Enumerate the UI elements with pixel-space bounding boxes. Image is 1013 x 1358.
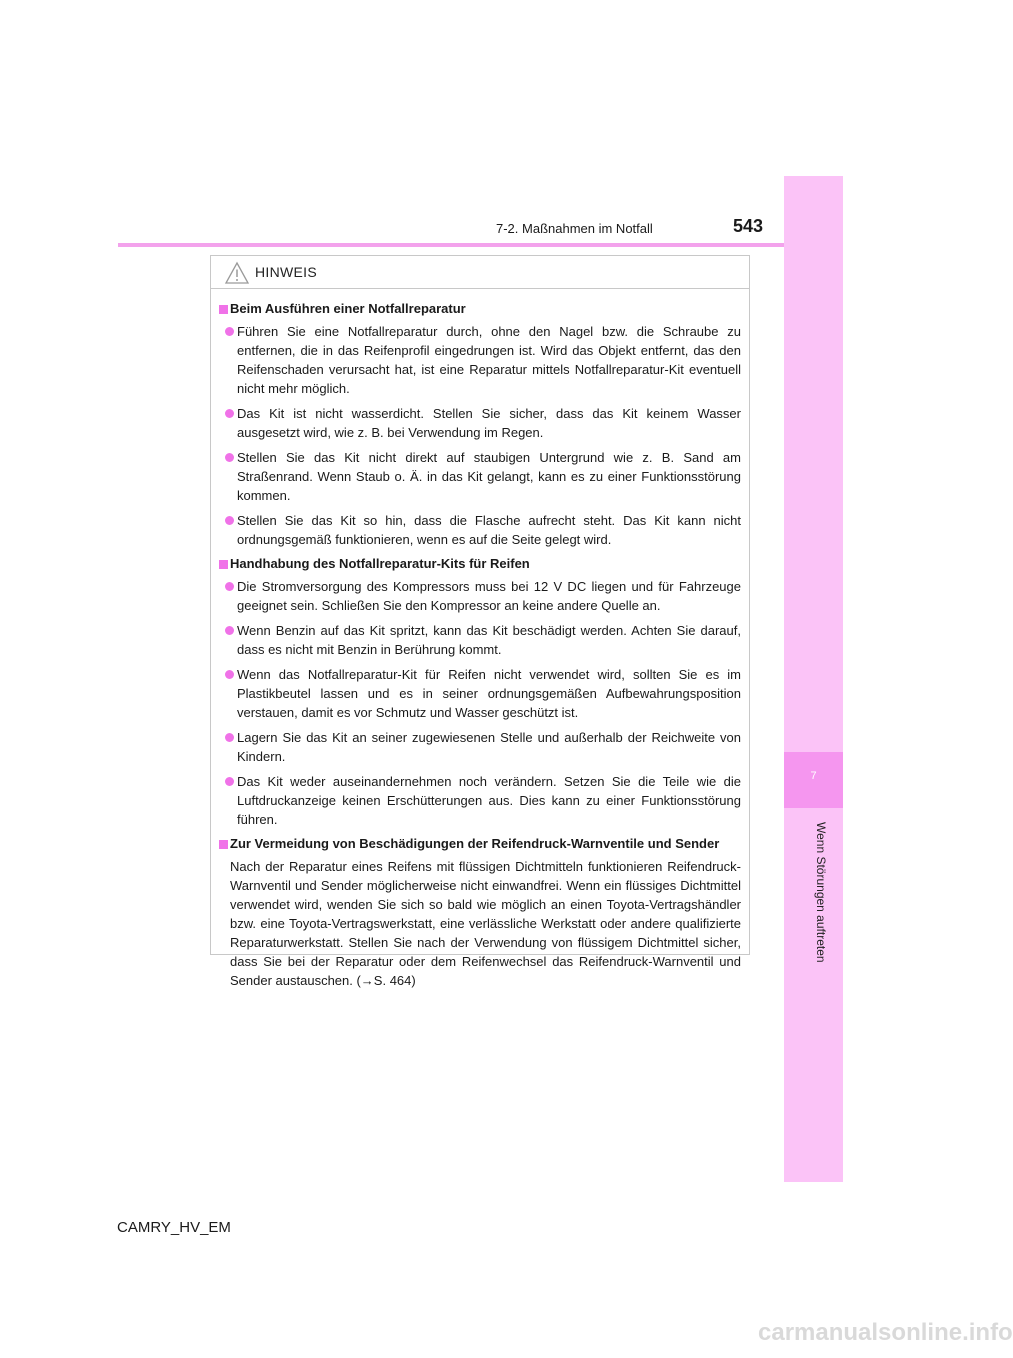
list-item-text: Das Kit ist nicht wasserdicht. Stellen Sie sicher, dass das Kit keinem Wasser ausgesetzt wird, wie z. B. bei Verwendung im Regen.: [237, 406, 741, 440]
bullet-dot-icon: [225, 777, 234, 786]
section-heading-text: Handhabung des Notfallreparatur-Kits für Reifen: [230, 556, 530, 571]
notice-title: HINWEIS: [255, 264, 317, 280]
square-bullet-icon: [219, 840, 228, 849]
list-item: [219, 448, 741, 505]
page-number: 543: [733, 216, 764, 236]
bullet-dot-icon: [225, 582, 234, 591]
list-item: [219, 772, 741, 829]
header-section-title: 7-2. Maßnahmen im Notfall: [496, 221, 653, 236]
chapter-number: 7: [810, 770, 817, 782]
bullet-dot-icon: [225, 670, 234, 679]
list-item-text: Wenn Benzin auf das Kit spritzt, kann das Kit beschädigt werden. Achten Sie darauf, dass es nicht mit Benzin in Berührung kommt.: [237, 623, 741, 657]
model-code: CAMRY_HV_EM: [117, 1219, 231, 1236]
bullet-dot-icon: [225, 626, 234, 635]
list-item-text: Wenn das Notfallreparatur-Kit für Reifen nicht verwendet wird, sollten Sie es im Plastikbeutel lassen und es in seiner ordnungsgemäßen Aufbewahrungsposition verstauen, damit es vor Schmutz und Wasser geschützt ist.: [237, 667, 741, 720]
list-item-text: Die Stromversorgung des Kompressors muss bei 12 V DC liegen und für Fahrzeuge geeignet sein. Schließen Sie den Kompressor an keine andere Quelle an.: [237, 579, 741, 613]
warning-triangle-icon: [225, 262, 249, 284]
section-heading-text: Zur Vermeidung von Beschädigungen der Reifendruck-Warnventile und Sender: [230, 836, 720, 851]
square-bullet-icon: [219, 560, 228, 569]
list-item-text: Lagern Sie das Kit an seiner zugewiesenen Stelle und außerhalb der Reichweite von Kindern.: [237, 730, 741, 764]
list-item: [219, 577, 741, 615]
bullet-dot-icon: [225, 409, 234, 418]
notice-header: [211, 256, 749, 289]
square-bullet-icon: [219, 305, 228, 314]
chapter-side-tab: [784, 176, 843, 1182]
list-item: [219, 322, 741, 398]
list-item: [219, 511, 741, 549]
section-heading: [219, 300, 741, 318]
bullet-dot-icon: [225, 516, 234, 525]
list-item: [219, 404, 741, 442]
list-item-text: Stellen Sie das Kit nicht direkt auf staubigen Untergrund wie z. B. Sand am Straßenrand. Wenn Staub o. Ä. in das Kit gelangt, kann es zu einer Funktionsstörung kommen.: [237, 450, 741, 503]
bullet-dot-icon: [225, 733, 234, 742]
section-heading: [219, 835, 741, 853]
notice-body: [211, 289, 749, 990]
list-item: [219, 665, 741, 722]
header-rule: [118, 243, 784, 247]
section-heading: [219, 555, 741, 573]
list-item: [219, 728, 741, 766]
chapter-title-vertical: Wenn Störungen auftreten: [814, 821, 828, 963]
notice-box: [210, 255, 750, 988]
list-item: [219, 621, 741, 659]
bullet-dot-icon: [225, 327, 234, 336]
section-paragraph: Nach der Reparatur eines Reifens mit flüssigen Dichtmitteln funktionieren Reifendruck-Warnventil und Sender möglicherweise nicht einwandfrei. Wenn ein flüssiges Dichtmittel verwendet wird, wenden Sie sich so bald wie möglich an einen Toyota-Vertragshändler bzw. eine Toyota-Vertragswerkstatt, eine verlässliche Werkstatt oder andere qualifizierte Reparaturwerkstatt. Stellen Sie nach der Verwendung von flüssigem Dichtmittel sicher, dass Sie bei der Reparatur oder dem Reifenwechsel das Reifendruck-Warnventil und Sender austauschen. (→S. 464): [230, 859, 741, 988]
list-item-text: Das Kit weder auseinandernehmen noch verändern. Setzen Sie die Teile wie die Luftdruckanzeige keinen Erschütterungen aus. Dies kann zu einer Funktionsstörung führen.: [237, 774, 741, 827]
list-item-text: Führen Sie eine Notfallreparatur durch, ohne den Nagel bzw. die Schraube zu entfernen, die in das Reifenprofil eingedrungen ist. Wird das Objekt entfernt, das den Reifenschaden verursacht hat, ist eine Reparatur mittels Notfallreparatur-Kit eventuell nicht mehr möglich.: [237, 324, 741, 396]
watermark: carmanualsonline.info: [758, 1319, 1013, 1346]
bullet-dot-icon: [225, 453, 234, 462]
list-item-text: Stellen Sie das Kit so hin, dass die Flasche aufrecht steht. Das Kit kann nicht ordnungsgemäß funktionieren, wenn es auf die Seite gelegt wird.: [237, 513, 741, 547]
section-heading-text: Beim Ausführen einer Notfallreparatur: [230, 301, 466, 316]
